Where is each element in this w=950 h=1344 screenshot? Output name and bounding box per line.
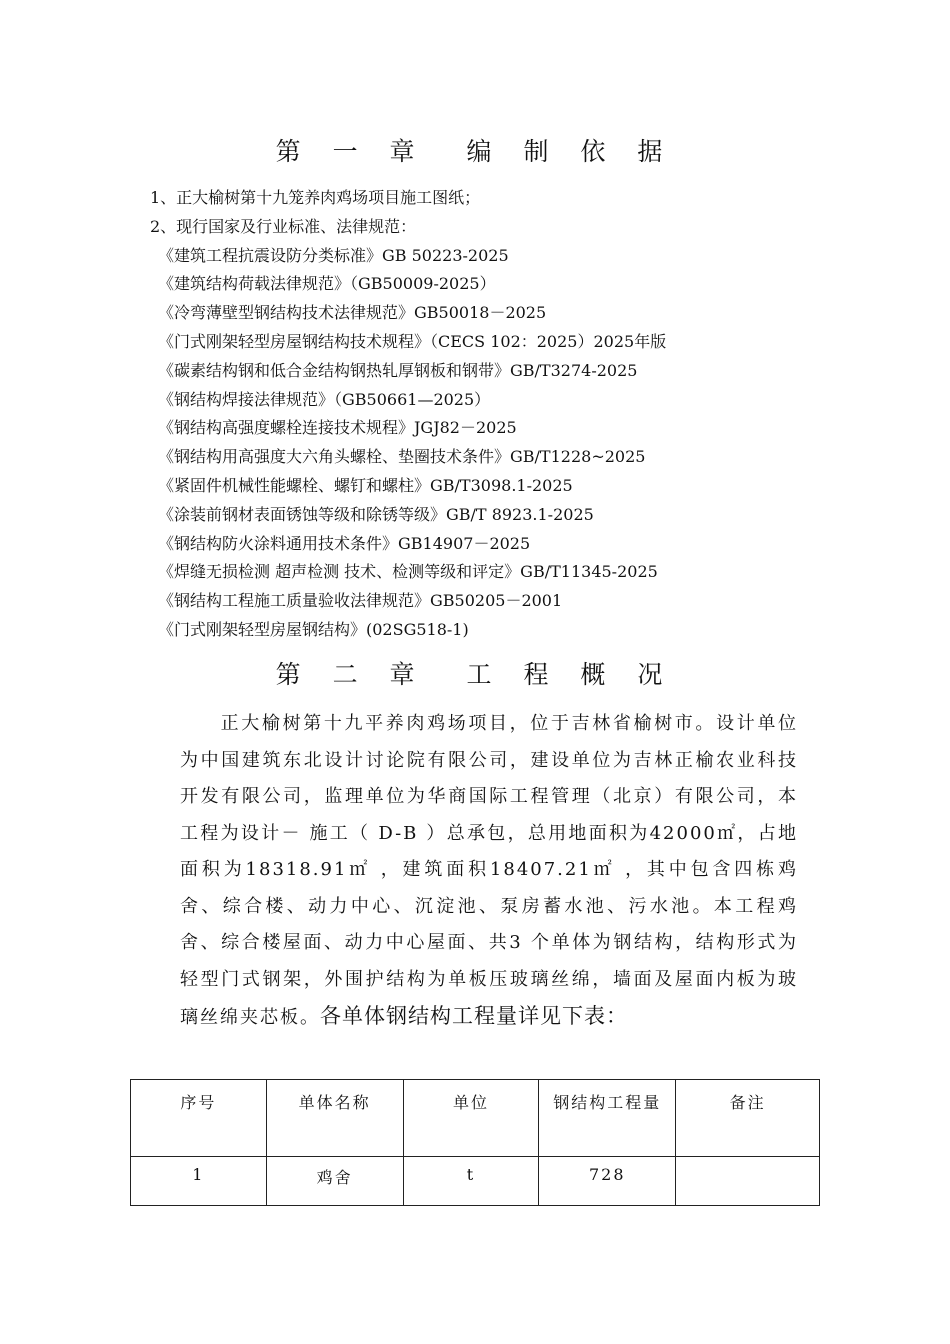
reference-item: 《门式刚架轻型房屋钢结构技术规程》（CECS 102：2025）2025年版 <box>158 331 667 351</box>
reference-item: 《钢结构高强度螺栓连接技术规程》JGJ82－2025 <box>158 418 517 438</box>
reference-item: 《门式刚架轻型房屋钢结构》(02SG518-1) <box>158 619 469 639</box>
chapter2-heading: 工 程 概 况 <box>466 660 675 689</box>
table-cell: 1 <box>131 1157 267 1206</box>
chapter2-number: 第 二 章 <box>275 660 427 689</box>
reference-item: 《紧固件机械性能螺栓、螺钉和螺柱》GB/T3098.1-2025 <box>158 475 573 495</box>
basis-item-2: 2、现行国家及行业标准、法律规范： <box>150 216 417 236</box>
basis-list <box>150 184 666 645</box>
chapter2-title <box>0 655 950 691</box>
header-cell: 单位 <box>403 1080 539 1157</box>
table-cell: 鸡舍 <box>266 1157 403 1206</box>
reference-item: 《建筑工程抗震设防分类标准》GB 50223-2025 <box>158 245 509 265</box>
steel-quantity-table <box>130 1079 820 1206</box>
header-cell: 备注 <box>676 1080 820 1157</box>
overview-text: 正大榆树第十九平养肉鸡场项目，位于吉林省榆树市。设计单位为中国建筑东北设计讨论院有限公司，建设单位为吉林正榆农业科技开发有限公司，监理单位为华商国际工程管理（北京）有限公司，本工程为设计－ 施工（ D-B ）总承包，总用地面积为42000㎡，占地面积为18318.91㎡ ，建筑面积18407.21㎡ ，其中包含四栋鸡舍、综合楼、动力中心、沉淀池、泵房蓄水池、污水池。本工程鸡舍、综合楼屋面、动力中心屋面、共3 个单体为钢结构，结构形式为轻型门式钢架，外围护结构为单板压玻璃丝绵，墙面及屋面内板为玻璃丝绵夹芯板。 <box>180 713 798 1028</box>
header-cell: 钢结构工程量 <box>539 1080 676 1157</box>
reference-item: 《钢结构防火涂料通用技术条件》GB14907－2025 <box>158 533 531 553</box>
reference-item: 《涂装前钢材表面锈蚀等级和除锈等级》GB/T 8923.1-2025 <box>158 504 594 524</box>
reference-item: 《建筑结构荷载法律规范》（GB50009-2025） <box>158 274 496 294</box>
table-cell <box>676 1157 820 1206</box>
table-header-row <box>131 1080 820 1157</box>
reference-item: 《钢结构焊接法律规范》（GB50661—2025） <box>158 389 491 409</box>
chapter1-number: 第 一 章 <box>275 137 427 166</box>
reference-item: 《冷弯薄壁型钢结构技术法律规范》GB50018－2025 <box>158 303 547 323</box>
reference-item: 《碳素结构钢和低合金结构钢热轧厚钢板和钢带》GB/T3274-2025 <box>158 360 638 380</box>
overview-tail: 各单体钢结构工程量详见下表： <box>320 1004 628 1028</box>
reference-item: 《焊缝无损检测 超声检测 技术、检测等级和评定》GB/T11345-2025 <box>158 562 658 582</box>
chapter1-title <box>0 132 950 168</box>
header-cell: 序号 <box>131 1080 267 1157</box>
header-cell: 单体名称 <box>266 1080 403 1157</box>
project-overview-paragraph <box>180 706 798 1037</box>
table-cell: 728 <box>539 1157 676 1206</box>
basis-item-1: 1、正大榆树第十九笼养肉鸡场项目施工图纸； <box>150 188 481 207</box>
table-row <box>131 1157 820 1206</box>
reference-item: 《钢结构工程施工质量验收法律规范》GB50205－2001 <box>158 591 563 611</box>
chapter1-heading: 编 制 依 据 <box>466 137 675 166</box>
table-cell: t <box>403 1157 539 1206</box>
reference-item: 《钢结构用高强度大六角头螺栓、垫圈技术条件》GB/T1228~2025 <box>158 447 646 467</box>
